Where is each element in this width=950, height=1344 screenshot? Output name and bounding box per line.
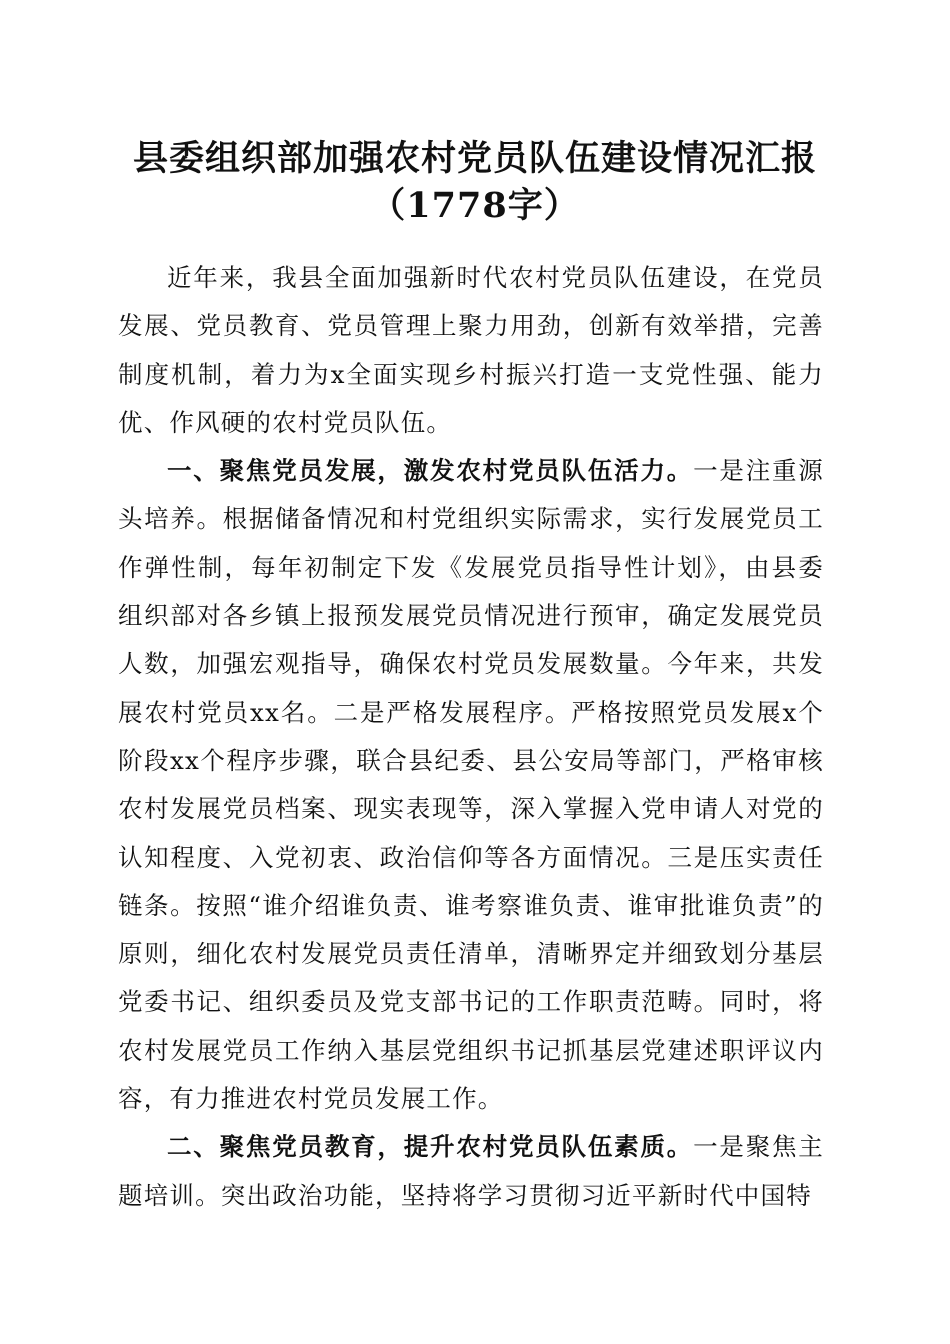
paragraph-text: 一是注重源头培养。根据储备情况和村党组织实际需求，实行发展党员工作弹性制，每年初制定下发《发展党员指导性计划》，由县委组织部对各乡镇上报预发展党员情况进行预审，确定发展党员人数，加强宏观指导，确保农村党员发展数量。今年来，共发展农村党员xx名。二是严格发展程序。严格按照党员发展x个阶段xx个程序步骤，联合县纪委、县公安局等部门，严格审核农村发展党员档案、现实表现等，深入掌握入党申请人对党的认知程度、入党初衷、政治信仰等各方面情况。三是压实责任链条。按照“谁介绍谁负责、谁考察谁负责、谁审批谁负责”的原则，细化农村发展党员责任清单，清晰界定并细致划分基层党委书记、组织委员及党支部书记的工作职责范畴。同时，将农村发展党员工作纳入基层党组织书记抓基层党建述职评议内容，有力推进农村党员发展工作。 bbox=[118, 456, 825, 1114]
paragraph-section-1 bbox=[118, 447, 824, 1123]
document-subtitle: （1778字） bbox=[370, 185, 580, 226]
document-title: 县委组织部加强农村党员队伍建设情况汇报 bbox=[132, 138, 817, 179]
paragraph-text: 一是聚焦主题培训。突出政治功能，坚持将学习贯彻习近平新时代中国特 bbox=[118, 1132, 825, 1210]
paragraph-intro bbox=[118, 254, 824, 447]
paragraph-heading: 二、聚焦党员教育，提升农村党员队伍素质。 bbox=[167, 1132, 694, 1162]
paragraph-section-2 bbox=[118, 1123, 824, 1220]
document-body bbox=[118, 254, 824, 1220]
paragraph-heading: 一、聚焦党员发展，激发农村党员队伍活力。 bbox=[167, 456, 694, 486]
paragraph-text: 近年来，我县全面加强新时代农村党员队伍建设，在党员发展、党员教育、党员管理上聚力用劲，创新有效举措，完善制度机制，着力为x全面实现乡村振兴打造一支党性强、能力优、作风硬的农村党员队伍。 bbox=[118, 263, 824, 437]
